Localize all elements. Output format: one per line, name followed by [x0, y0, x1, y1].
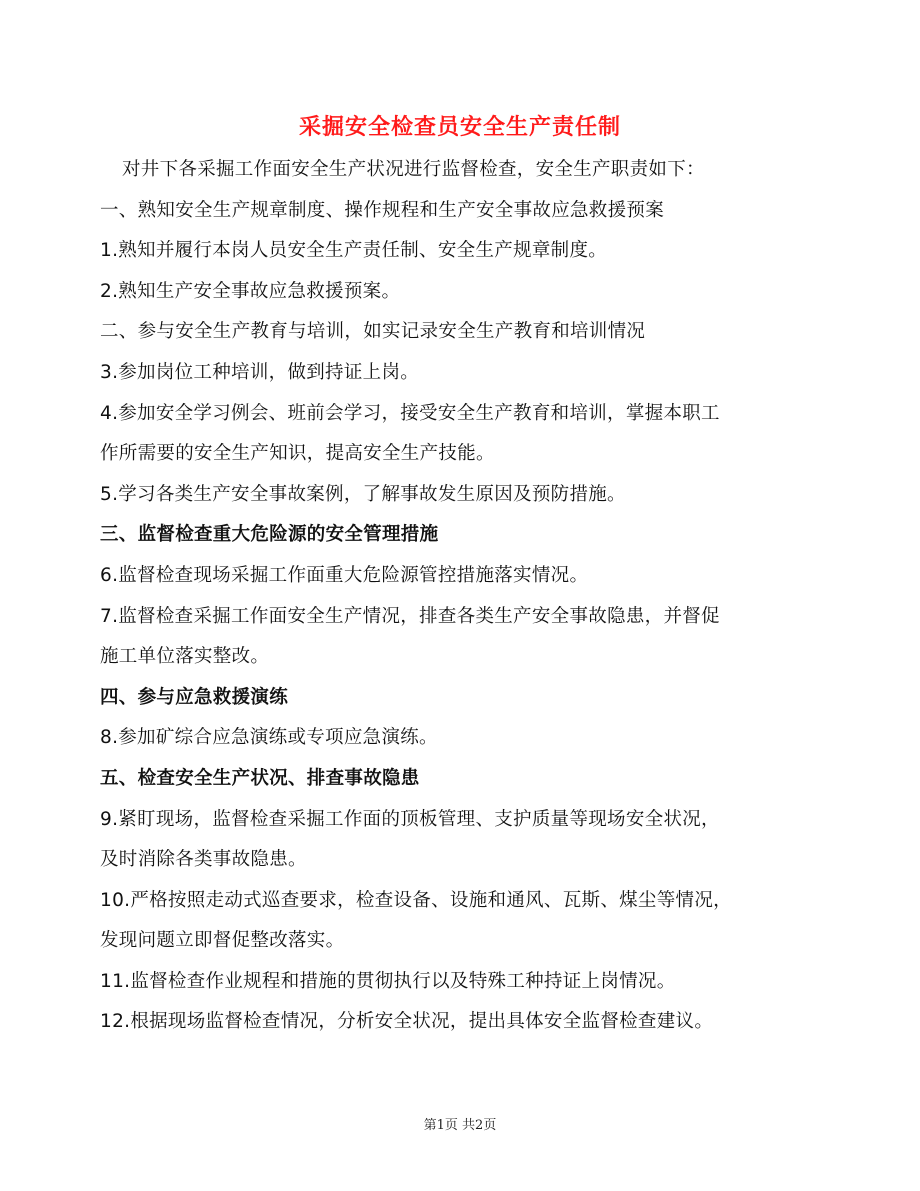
document-body — [100, 150, 830, 1043]
text-line: 3.参加岗位工种培训，做到持证上岗。 — [100, 361, 420, 383]
text-line: 9.紧盯现场，监督检查采掘工作面的顶板管理、支护质量等现场安全状况， — [100, 808, 720, 830]
text-line: 5.学习各类生产安全事故案例，了解事故发生原因及预防措施。 — [100, 483, 626, 505]
text-line: 6.监督检查现场采掘工作面重大危险源管控措施落实情况。 — [100, 564, 589, 586]
text-line: 4.参加安全学习例会、班前会学习，接受安全生产教育和培训，掌握本职工 — [100, 402, 720, 424]
text-line: 8.参加矿综合应急演练或专项应急演练。 — [100, 727, 438, 749]
document-title: 采掘安全检查员安全生产责任制 — [298, 115, 621, 140]
section-heading: 四、参与应急救援演练 — [100, 686, 289, 708]
text-line: 一、熟知安全生产规章制度、操作规程和生产安全事故应急救援预案 — [100, 199, 665, 221]
text-line: 12.根据现场监督检查情况，分析安全状况，提出具体安全监督检查建议。 — [100, 1011, 714, 1033]
text-line: 7.监督检查采掘工作面安全生产情况，排查各类生产安全事故隐患，并督促 — [100, 605, 720, 627]
page-number: 第1页 共2页 — [423, 1118, 497, 1133]
text-line: 2.熟知生产安全事故应急救援预案。 — [100, 280, 401, 302]
text-line: 二、参与安全生产教育与培训，如实记录安全生产教育和培训情况 — [100, 321, 646, 343]
text-line: 作所需要的安全生产知识，提高安全生产技能。 — [100, 443, 495, 465]
text-line: 11.监督检查作业规程和措施的贯彻执行以及特殊工种持证上岗情况。 — [100, 970, 676, 992]
text-line: 施工单位落实整改。 — [100, 646, 270, 668]
section-heading: 三、监督检查重大危险源的安全管理措施 — [100, 524, 439, 546]
text-line: 发现问题立即督促整改落实。 — [100, 930, 345, 952]
text-line: 及时消除各类事故隐患。 — [100, 849, 307, 871]
text-line: 10.严格按照走动式巡查要求，检查设备、设施和通风、瓦斯、煤尘等情况， — [100, 889, 732, 911]
section-heading: 五、检查安全生产状况、排查事故隐患 — [100, 767, 420, 789]
text-line: 1.熟知并履行本岗人员安全生产责任制、安全生产规章制度。 — [100, 240, 608, 262]
text-line: 对井下各采掘工作面安全生产状况进行监督检查，安全生产职责如下： — [122, 159, 705, 180]
